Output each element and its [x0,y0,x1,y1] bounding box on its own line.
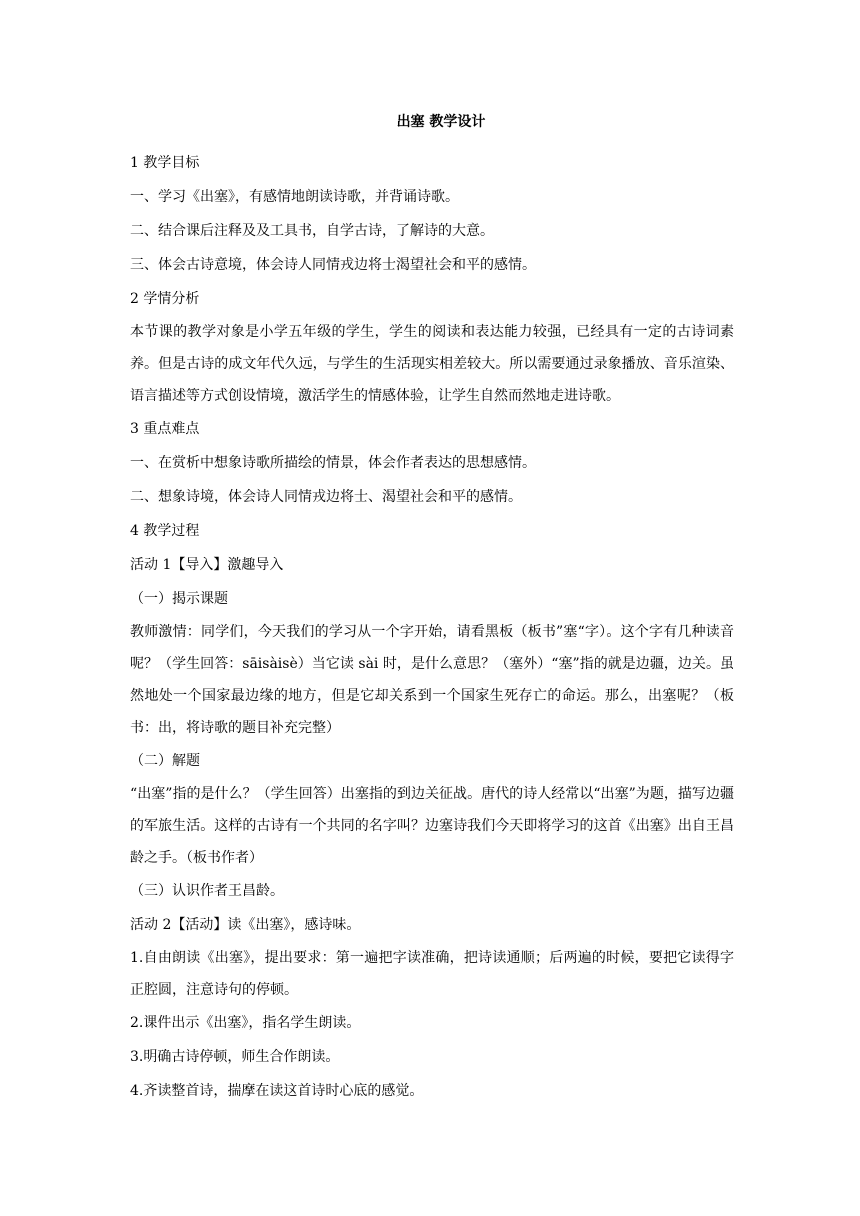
activity-2-step-2: 2.课件出示《出塞》，指名学生朗读。 [130,1015,361,1031]
section-heading-process: 4 教学过程 [130,523,200,539]
objective-1: 一、学习《出塞》，有感情地朗读诗歌，并背诵诗歌。 [130,189,459,205]
objective-2: 二、结合课后注释及及工具书，自学古诗，了解诗的大意。 [130,223,494,239]
activity-2-step-4: 4.齐读整首诗，揣摩在读这首诗时心底的感觉。 [130,1083,424,1099]
key-point-2: 二、想象诗境，体会诗人同情戎边将士、渴望社会和平的感情。 [130,489,522,505]
activity-1-heading: 活动 1【导入】激趣导入 [130,557,284,573]
section-heading-objectives: 1 教学目标 [130,155,200,171]
analysis-paragraph: 本节课的教学对象是小学五年级的学生，学生的阅读和表达能力较强，已经具有一定的古诗词素养。但是古诗的成文年代久远，与学生的生活现实相差较大。所以需要通过录象播放、音乐渲染、语言描述等方式创设情境，激活学生的情感体验，让学生自然而然地走进诗歌。 [130,324,734,404]
activity-2-heading: 活动 2【活动】读《出塞》，感诗味。 [130,917,361,933]
subsection-1-paragraph: 教师激情：同学们，今天我们的学习从一个字开始，请看黑板（板书”塞“字）。这个字有几种读音呢？（学生回答：sāisàisè）当它读 sài 时，是什么意思？（塞外）“塞”指的就是边疆，边关。虽然地处一个国家最边缘的地方，但是它却关系到一个国家生死存亡的命运。那么，出塞呢？（板书：出，将诗歌的题目补充完整） [130,624,734,736]
section-heading-key-points: 3 重点难点 [130,421,200,437]
document-title: 出塞 教学设计 [396,114,486,130]
subsection-1-heading: （一）揭示课题 [130,591,228,607]
objective-3: 三、体会古诗意境，体会诗人同情戎边将士渴望社会和平的感情。 [130,257,536,273]
subsection-2-paragraph: “出塞”指的是什么？（学生回答）出塞指的到边关征战。唐代的诗人经常以“出塞”为题，描写边疆的军旅生活。这样的古诗有一个共同的名字叫？边塞诗我们今天即将学习的这首《出塞》出自王昌龄之手。（板书作者） [130,786,734,866]
document-page [130,112,734,1108]
subsection-2-heading: （二）解题 [130,753,200,769]
section-heading-analysis: 2 学情分析 [130,291,200,307]
activity-2-step-1: 1.自由朗读《出塞》，提出要求：第一遍把字读准确，把诗读通顺；后两遍的时候，要把它读得字正腔圆，注意诗句的停顿。 [130,950,734,998]
subsection-3-heading: （三）认识作者王昌龄。 [130,883,284,899]
key-point-1: 一、在赏析中想象诗歌所描绘的情景，体会作者表达的思想感情。 [130,455,536,471]
activity-2-step-3: 3.明确古诗停顿，师生合作朗读。 [130,1049,340,1065]
